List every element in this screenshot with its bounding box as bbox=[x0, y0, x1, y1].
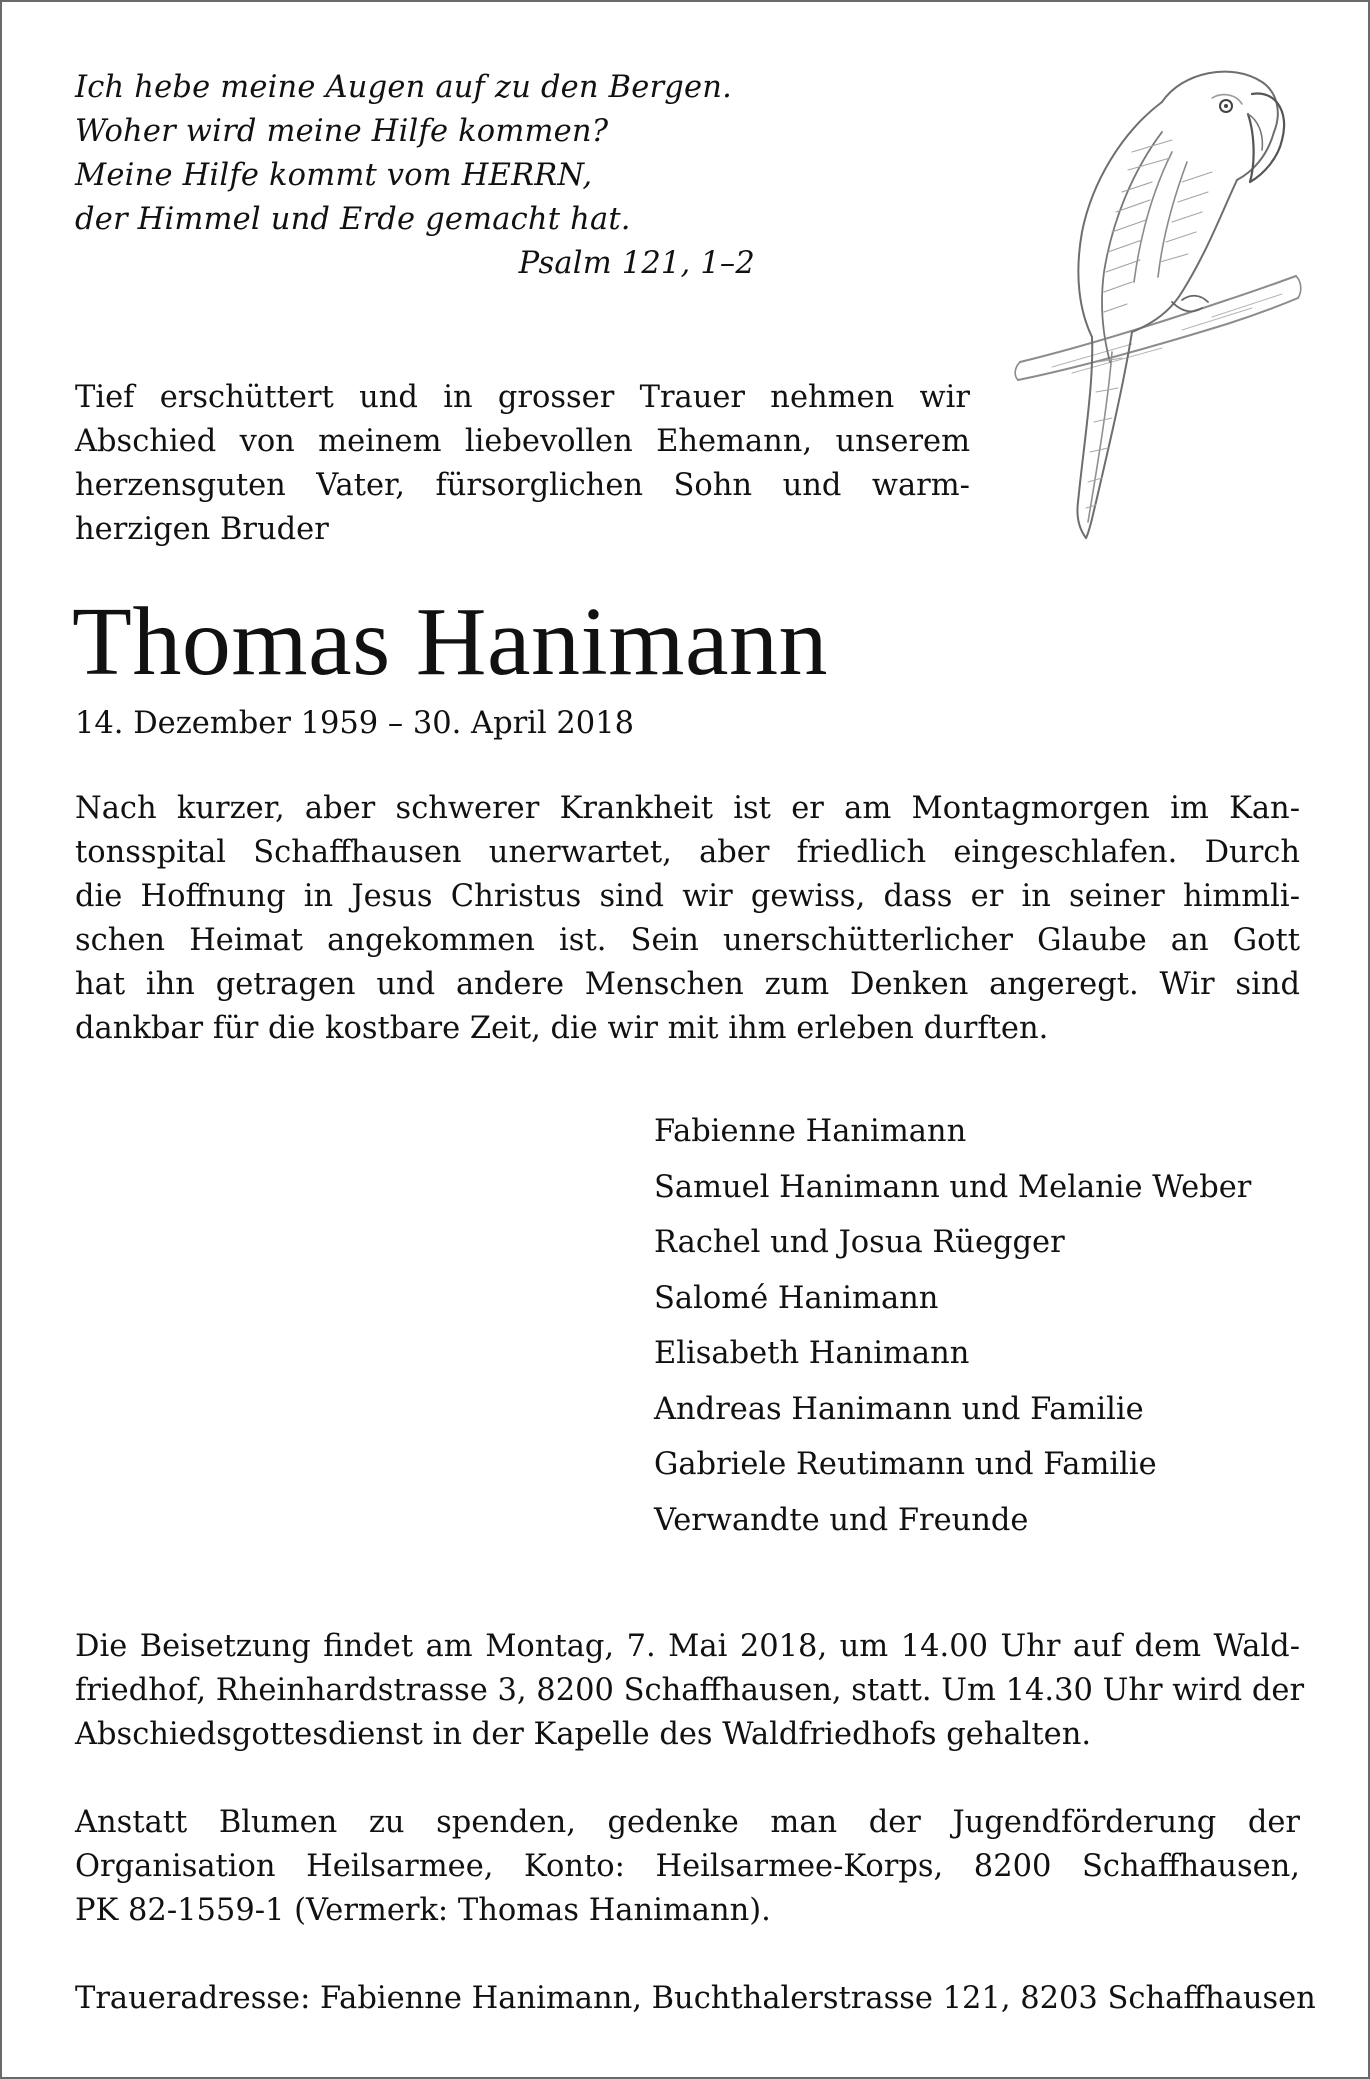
psalm-quote bbox=[75, 66, 755, 286]
life-dates: 14. Dezember 1959 – 30. April 2018 bbox=[75, 706, 635, 741]
psalm-line: Meine Hilfe kommt vom HERRN, bbox=[75, 158, 593, 193]
message-text bbox=[75, 787, 1300, 1051]
psalm-reference: Psalm 121, 1–2 bbox=[518, 246, 755, 281]
funeral-line: Die Beisetzung findet am Montag, 7. Mai 2018, um 14.00 Uhr auf dem Wald- bbox=[75, 1629, 1300, 1664]
donation-line: Organisation Heilsarmee, Konto: Heilsarmee-Korps, 8200 Schaffhausen, bbox=[75, 1849, 1300, 1884]
donation-line: PK 82-1559-1 (Vermerk: Thomas Hanimann). bbox=[75, 1893, 771, 1928]
mourner-name: Fabienne Hanimann bbox=[654, 1114, 967, 1149]
message-line: hat ihn getragen und andere Menschen zum Denken angeregt. Wir sind bbox=[75, 967, 1300, 1002]
mourners-list bbox=[654, 1104, 1314, 1548]
message-line: tonsspital Schaffhausen unerwartet, aber friedlich eingeschlafen. Durch bbox=[75, 835, 1300, 870]
message-line: dankbar für die kostbare Zeit, die wir mit ihm erleben durften. bbox=[75, 1011, 1049, 1046]
funeral-notice bbox=[75, 1625, 1305, 1757]
mourner-name: Andreas Hanimann und Familie bbox=[654, 1391, 1144, 1427]
funeral-line: friedhof, Rheinhardstrasse 3, 8200 Schaffhausen, statt. Um 14.30 Uhr wird der bbox=[75, 1673, 1305, 1708]
psalm-line: Ich hebe meine Augen auf zu den Bergen. bbox=[75, 70, 733, 105]
intro-text bbox=[75, 376, 970, 552]
intro-line: Abschied von meinem liebevollen Ehemann, unserem bbox=[75, 424, 970, 459]
mourner-name: Elisabeth Hanimann bbox=[654, 1336, 970, 1371]
intro-line: herzigen Bruder bbox=[75, 512, 329, 547]
mourner-name: Rachel und Josua Rüegger bbox=[654, 1225, 1065, 1260]
parrot-icon bbox=[1012, 62, 1312, 542]
mourner-name: Samuel Hanimann und Melanie Weber bbox=[654, 1169, 1252, 1205]
deceased-name: Thomas Hanimann bbox=[72, 588, 828, 696]
donation-line: Anstatt Blumen zu spenden, gedenke man der Jugendförderung der bbox=[75, 1805, 1300, 1840]
intro-line: Tief erschüttert und in grosser Trauer nehmen wir bbox=[75, 380, 970, 415]
message-line: Nach kurzer, aber schwerer Krankheit ist er am Montagmorgen im Kan- bbox=[75, 791, 1300, 826]
funeral-line: Abschiedsgottesdienst in der Kapelle des Waldfriedhofs gehalten. bbox=[75, 1717, 1092, 1752]
mourner-name: Verwandte und Freunde bbox=[654, 1502, 1029, 1538]
psalm-line: Woher wird meine Hilfe kommen? bbox=[75, 114, 609, 149]
donation-notice bbox=[75, 1801, 1300, 1933]
mourning-address: Traueradresse: Fabienne Hanimann, Buchthalerstrasse 121, 8203 Schaffhausen bbox=[75, 1981, 1316, 2016]
message-line: die Hoffnung in Jesus Christus sind wir gewiss, dass er in seiner himmli- bbox=[75, 879, 1300, 914]
mourner-name: Salomé Hanimann bbox=[654, 1280, 939, 1316]
mourner-name: Gabriele Reutimann und Familie bbox=[654, 1447, 1157, 1482]
intro-line: herzensguten Vater, fürsorglichen Sohn und warm- bbox=[75, 468, 970, 503]
psalm-line: der Himmel und Erde gemacht hat. bbox=[75, 202, 631, 237]
message-line: schen Heimat angekommen ist. Sein unerschütterlicher Glaube an Gott bbox=[75, 923, 1300, 958]
